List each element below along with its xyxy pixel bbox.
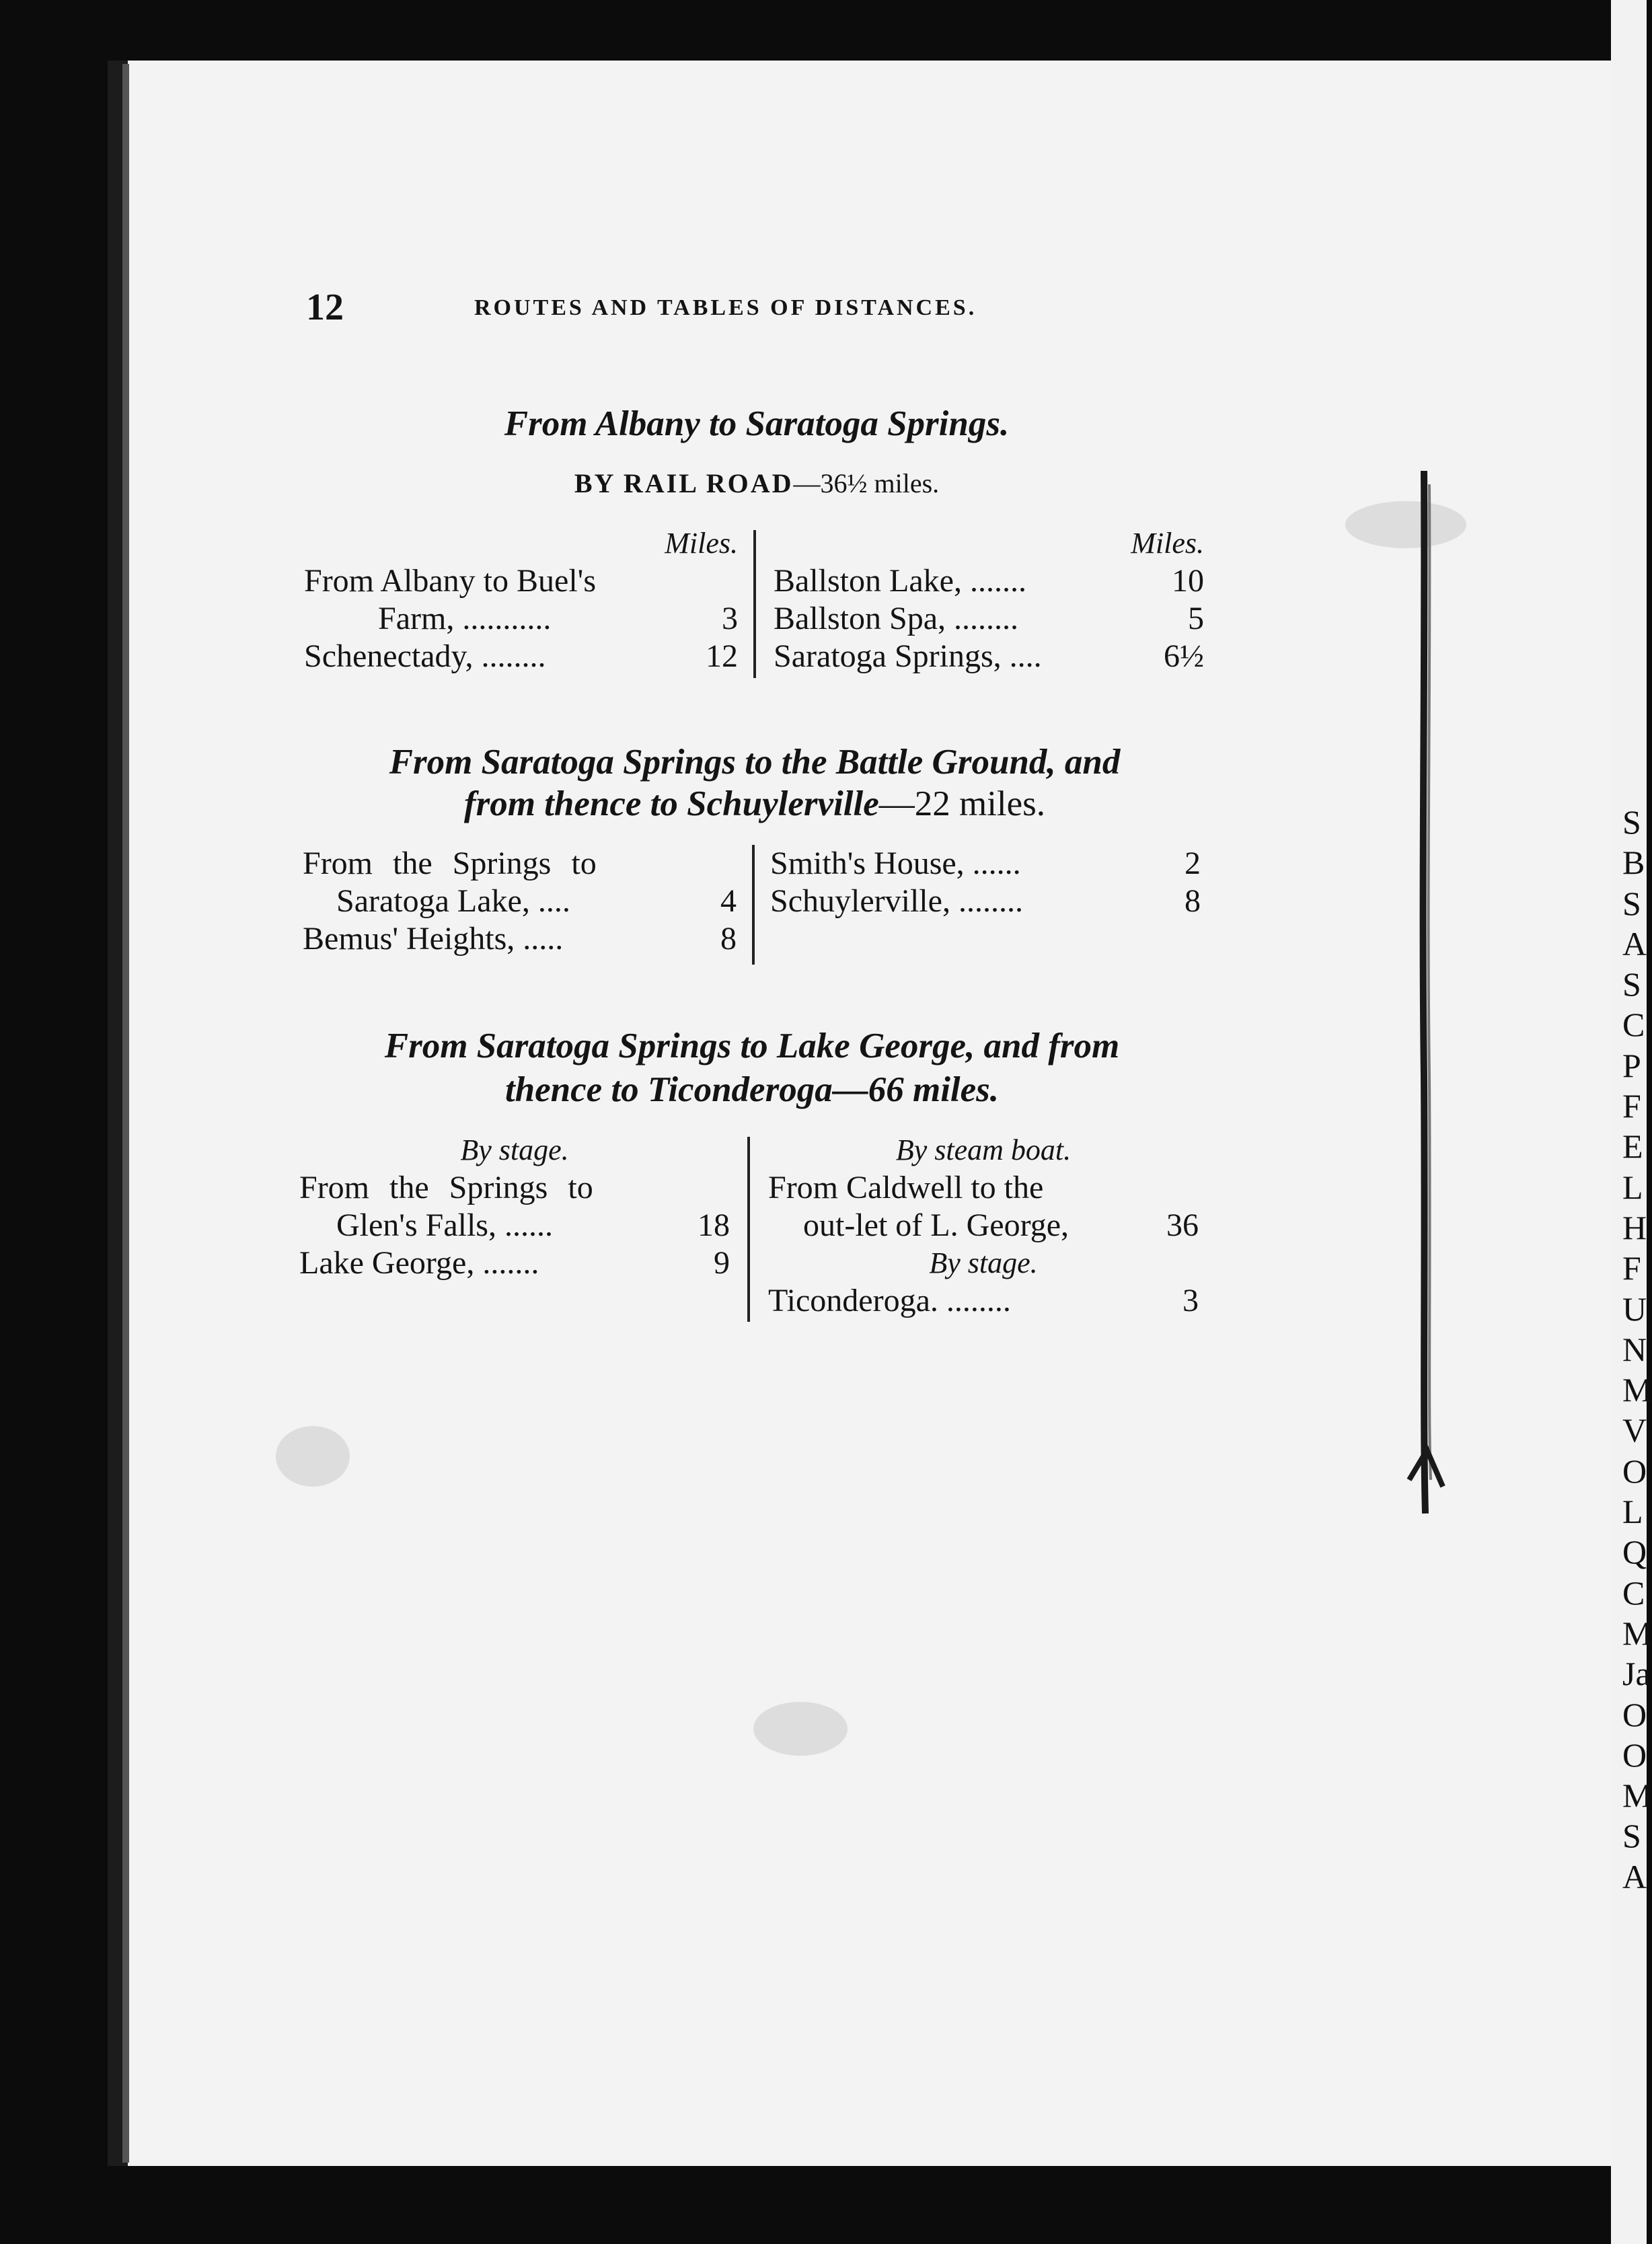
paper-stain: [1345, 501, 1466, 548]
table-row: Bemus' Heights, ..... 8: [303, 921, 737, 957]
table-row: Schuylerville, ........ 8: [770, 883, 1201, 919]
route1-mode-label: BY RAIL ROAD: [574, 468, 794, 498]
table-row: Ballston Lake, ....... 10: [774, 563, 1204, 599]
column-divider: [752, 845, 755, 965]
route1-left-col: [304, 525, 738, 675]
table-row: Smith's House, ...... 2: [770, 846, 1201, 881]
route1-mode: [306, 468, 1207, 499]
route3-title-line2: thence to Ticonderoga—66 miles.: [504, 1070, 1000, 1109]
table-row: Ballston Spa, ........ 5: [774, 601, 1204, 636]
route1-right-col: [774, 525, 1204, 675]
route2-title-line2: from thence to Schuylerville—22 miles.: [463, 784, 1046, 823]
table-row: From Caldwell to the: [768, 1170, 1044, 1205]
route1-left-head: Miles.: [665, 527, 738, 560]
column-divider: [747, 1137, 750, 1322]
route3-title-line1: From Saratoga Springs to Lake George, and from: [384, 1026, 1120, 1065]
running-title: ROUTES AND TABLES OF DISTANCES.: [474, 295, 977, 320]
route3-left-head: By stage.: [460, 1133, 569, 1166]
table-row: From Albany to Buel's: [304, 563, 596, 599]
page-number: 12: [306, 287, 344, 328]
route3-left-col: [299, 1131, 730, 1282]
route3-right-head: By steam boat.: [895, 1133, 1072, 1166]
route1-right-head: Miles.: [1131, 527, 1204, 560]
route3-right-col: [768, 1131, 1199, 1320]
table-row: Saratoga Lake, .... 4: [336, 883, 737, 919]
table-row: Lake George, ....... 9: [299, 1245, 730, 1281]
table-row: Saratoga Springs, .... 6½: [774, 638, 1204, 674]
table-row: Schenectady, ........ 12: [304, 638, 738, 674]
table-row: From the Springs to: [299, 1170, 593, 1205]
table-row: Glen's Falls, ...... 18: [336, 1207, 730, 1243]
paper-stain: [276, 1426, 350, 1487]
book-page: [108, 61, 1628, 2166]
route3-table: [299, 1131, 1201, 1326]
table-row: out-let of L. George, 36: [803, 1207, 1199, 1243]
route1-title: From Albany to Saratoga Springs.: [504, 404, 1010, 443]
paper-stain: [753, 1702, 848, 1756]
route2-table: [303, 845, 1204, 966]
column-divider: [753, 530, 756, 678]
table-row: Ticonderoga. ........ 3: [768, 1283, 1199, 1318]
route2-right-col: [770, 845, 1201, 920]
route1-table: [304, 525, 1205, 679]
route2-title-line1: From Saratoga Springs to the Battle Ground, and: [389, 743, 1121, 782]
table-row: Farm, ........... 3: [378, 601, 738, 636]
adjacent-page-letters: S B S A S C P F E L H F U N M V O L Q C M Ja O O M S A: [1622, 803, 1652, 1896]
route2-left-col: [303, 845, 737, 958]
page-header: [306, 286, 1066, 326]
route3-right-head2: By stage.: [929, 1246, 1038, 1279]
bookmark-ribbon: [1416, 471, 1436, 1513]
table-row: From the Springs to: [303, 846, 597, 881]
page-edge-shadow: [122, 64, 129, 2163]
route1-mode-distance: —36½ miles.: [793, 468, 940, 498]
